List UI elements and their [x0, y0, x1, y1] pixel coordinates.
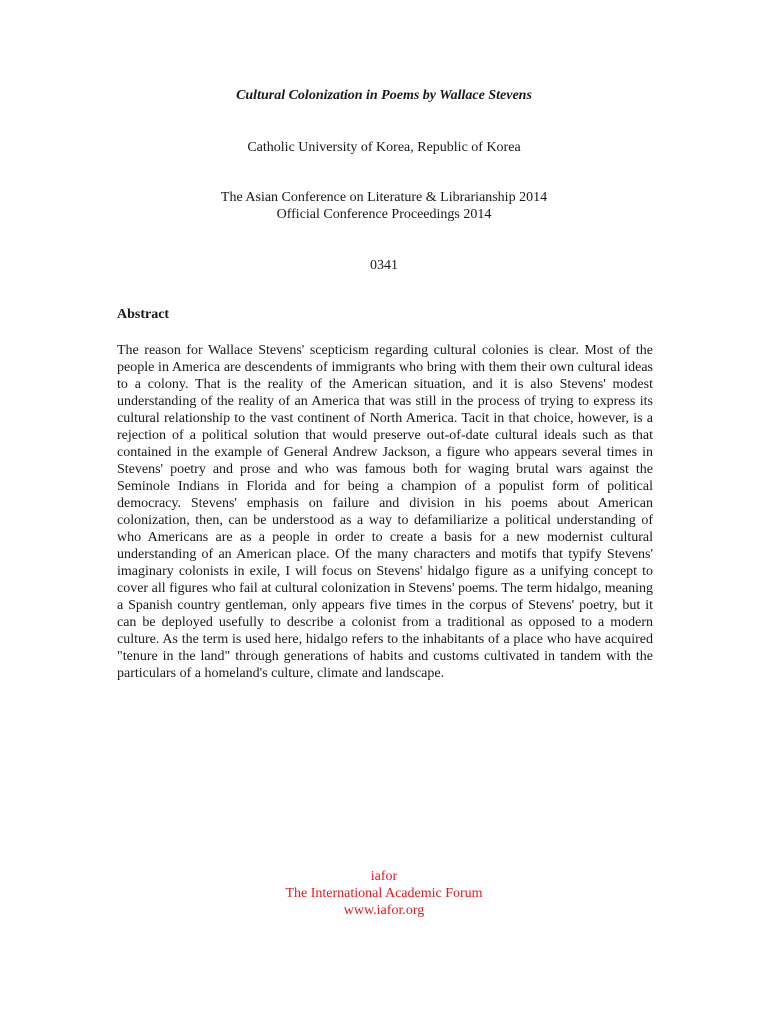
footer-org-full: The International Academic Forum	[285, 886, 483, 901]
paper-title: Cultural Colonization in Poems by Wallace Stevens	[236, 88, 532, 103]
footer-website-link[interactable]: www.iafor.org	[343, 903, 425, 918]
conference-name: The Asian Conference on Literature & Librarianship 2014	[220, 190, 548, 205]
publisher-footer	[0, 868, 768, 919]
conference-info	[0, 189, 768, 223]
author-affiliation: Catholic University of Korea, Republic of Korea	[247, 140, 521, 155]
abstract-body: The reason for Wallace Stevens' scepticism regarding cultural colonies is clear. Most of the people in America are descendents of immigrants who bring with them their own cultural ideas to a colony. That is the reality of the American situation, and it is also Stevens' modest understanding of the reality of an America that was still in the process of trying to express its cultural relationship to the vast continent of North America. Tacit in that choice, however, is a rejection of a political solution that would preserve out-of-date cultural ideals such as that contained in the example of General Andrew Jackson, a figure who appears several times in Stevens' poetry and prose and who was famous both for waging brutal wars against the Seminole Indians in Florida and for being a champion of a populist form of political democracy. Stevens' emphasis on failure and division in his poems about American colonization, then, can be understood as a way to defamiliarize a political understanding of who Americans are as a people in order to create a basis for a new modernist cultural understanding of an American place. Of the many characters and motifs that typify Stevens' imaginary colonists in exile, I will focus on Stevens' hidalgo figure as a unifying concept to cover all figures who fail at cultural colonization in Stevens' poems. The term hidalgo, meaning a Spanish country gentleman, only appears five times in the corpus of Stevens' poetry, but it can be deployed usefully to describe a colonist from a traditional as opposed to a modern culture. As the term is used here, hidalgo refers to the inhabitants of a place who have acquired "tenure in the land" through generations of habits and customs cultivated in tandem with the particulars of a homeland's culture, climate and landscape.	[117, 343, 653, 681]
footer-org-short: iafor	[370, 869, 398, 884]
proceedings-line: Official Conference Proceedings 2014	[276, 207, 492, 222]
paper-id: 0341	[370, 258, 398, 273]
abstract-heading: Abstract	[117, 307, 170, 322]
